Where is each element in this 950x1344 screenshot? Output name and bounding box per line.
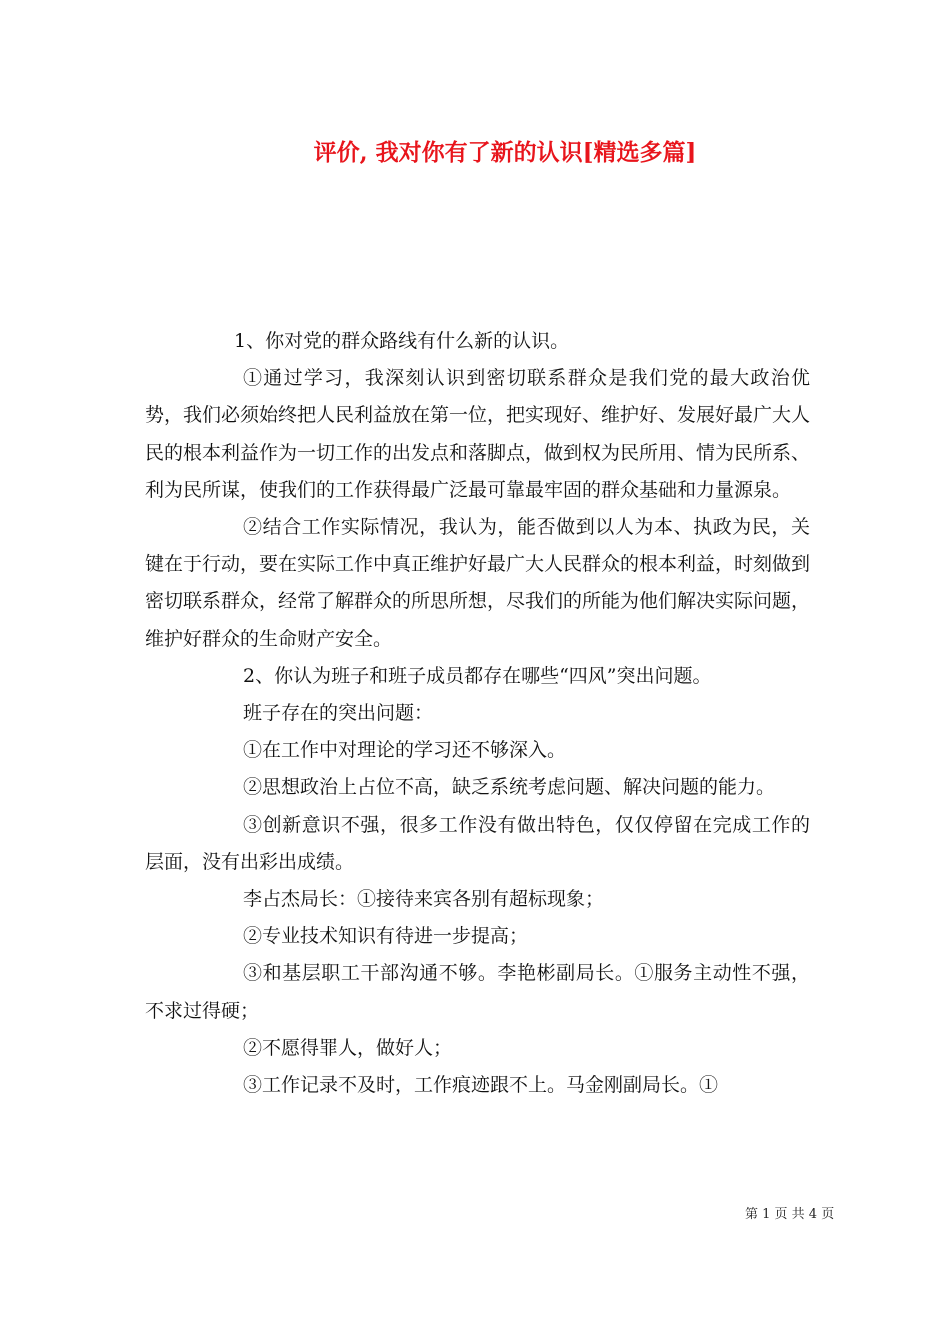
paragraph-13: ③工作记录不及时，工作痕迹跟不上。马金刚副局长。①	[243, 1074, 719, 1097]
paragraph-1: 1、你对党的群众路线有什么新的认识。	[234, 330, 570, 352]
document-body	[145, 323, 810, 1104]
paragraph-11: ③和基层职工干部沟通不够。李艳彬副局长。①服务主动性不强，不求过得硬；	[145, 962, 810, 1022]
paragraph-2: ①通过学习，我深刻认识到密切联系群众是我们党的最大政治优势，我们必须始终把人民利益放在第一位，把实现好、维护好、发展好最广大人民的根本利益作为一切工作的出发点和落脚点，做到权为民所用、情为民所系、利为民所谋，使我们的工作获得最广泛最可靠最牢固的群众基础和力量源泉。	[145, 367, 811, 501]
paragraph-6: ①在工作中对理论的学习还不够深入。	[243, 739, 567, 762]
paragraph-12: ②不愿得罪人，做好人；	[243, 1036, 453, 1059]
paragraph-7: ②思想政治上占位不高，缺乏系统考虑问题、解决问题的能力。	[243, 776, 776, 799]
paragraph-8: ③创新意识不强，很多工作没有做出特色，仅仅停留在完成工作的层面，没有出彩出成绩。	[145, 813, 810, 873]
paragraph-3: ②结合工作实际情况，我认为，能否做到以人为本、执政为民，关键在于行动，要在实际工作中真正维护好最广大人民群众的根本利益，时刻做到密切联系群众，经常了解群众的所思所想，尽我们的所能为他们解决实际问题，维护好群众的生命财产安全。	[145, 516, 811, 650]
paragraph-4: 2、你认为班子和班子成员都存在哪些“四风”突出问题。	[243, 664, 712, 687]
page-footer: 第 1 页 共 4 页	[745, 1207, 835, 1222]
paragraph-9: 李占杰局长：①接待来宾各别有超标现象；	[243, 888, 605, 911]
paragraph-5: 班子存在的突出问题：	[243, 702, 434, 725]
document-title: 评价, 我对你有了新的认识[精选多篇]	[313, 139, 697, 166]
paragraph-10: ②专业技术知识有待进一步提高；	[243, 925, 529, 948]
